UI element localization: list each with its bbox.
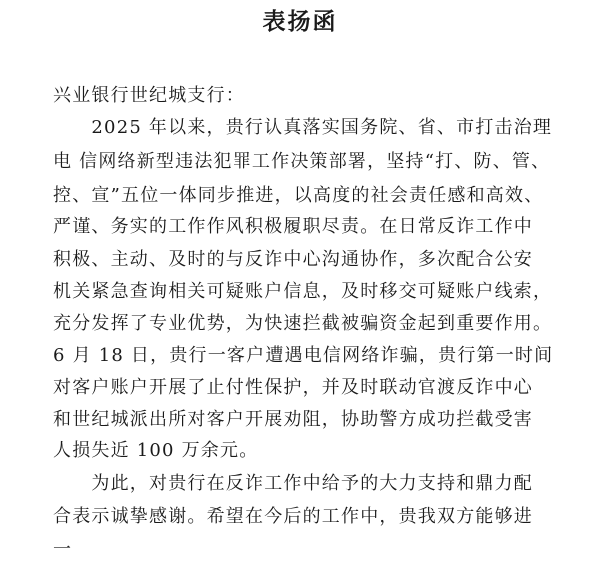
body-line: 为此，对贵行在反诈工作中给予的大力支持和鼎力配 bbox=[53, 473, 533, 494]
body-line: 控、宣”五位一体同步推进，以高度的社会责任感和高效、 bbox=[53, 185, 544, 206]
body-line: 和世纪城派出所对客户开展劝阻，协助警方成功拦截受害 bbox=[53, 409, 533, 430]
body-line: 机关紧急查询相关可疑账户信息，及时移交可疑账户线索， bbox=[53, 281, 553, 302]
body-line: 合表示诚挚感谢。希望在今后的工作中，贵我双方能够进 bbox=[53, 506, 533, 527]
body-line: 对客户账户开展了止付性保护，并及时联动官渡反诈中心 bbox=[53, 377, 533, 398]
body-line: 2025 年以来，贵行认真落实国务院、省、市打击治理 bbox=[53, 117, 553, 138]
body-line: 一 bbox=[53, 539, 73, 560]
body-line: 人损失近 100 万余元。 bbox=[53, 440, 259, 461]
body-line: 充分发挥了专业优势，为快速拦截被骗资金起到重要作用。 bbox=[53, 313, 553, 334]
body-line: 严谨、务实的工作作风积极履职尽责。在日常反诈工作中 bbox=[53, 216, 533, 237]
letter-title: 表扬函 bbox=[262, 9, 338, 35]
body-line: 电 信网络新型违法犯罪工作决策部署，坚持“打、防、管、 bbox=[53, 151, 551, 172]
body-line: 积极、主动、及时的与反诈中心沟通协作，多次配合公安 bbox=[53, 249, 533, 270]
salutation-line: 兴业银行世纪城支行： bbox=[53, 85, 245, 106]
body-line: 6 月 18 日，贵行一客户遭遇电信网络诈骗，贵行第一时间 bbox=[53, 345, 554, 366]
